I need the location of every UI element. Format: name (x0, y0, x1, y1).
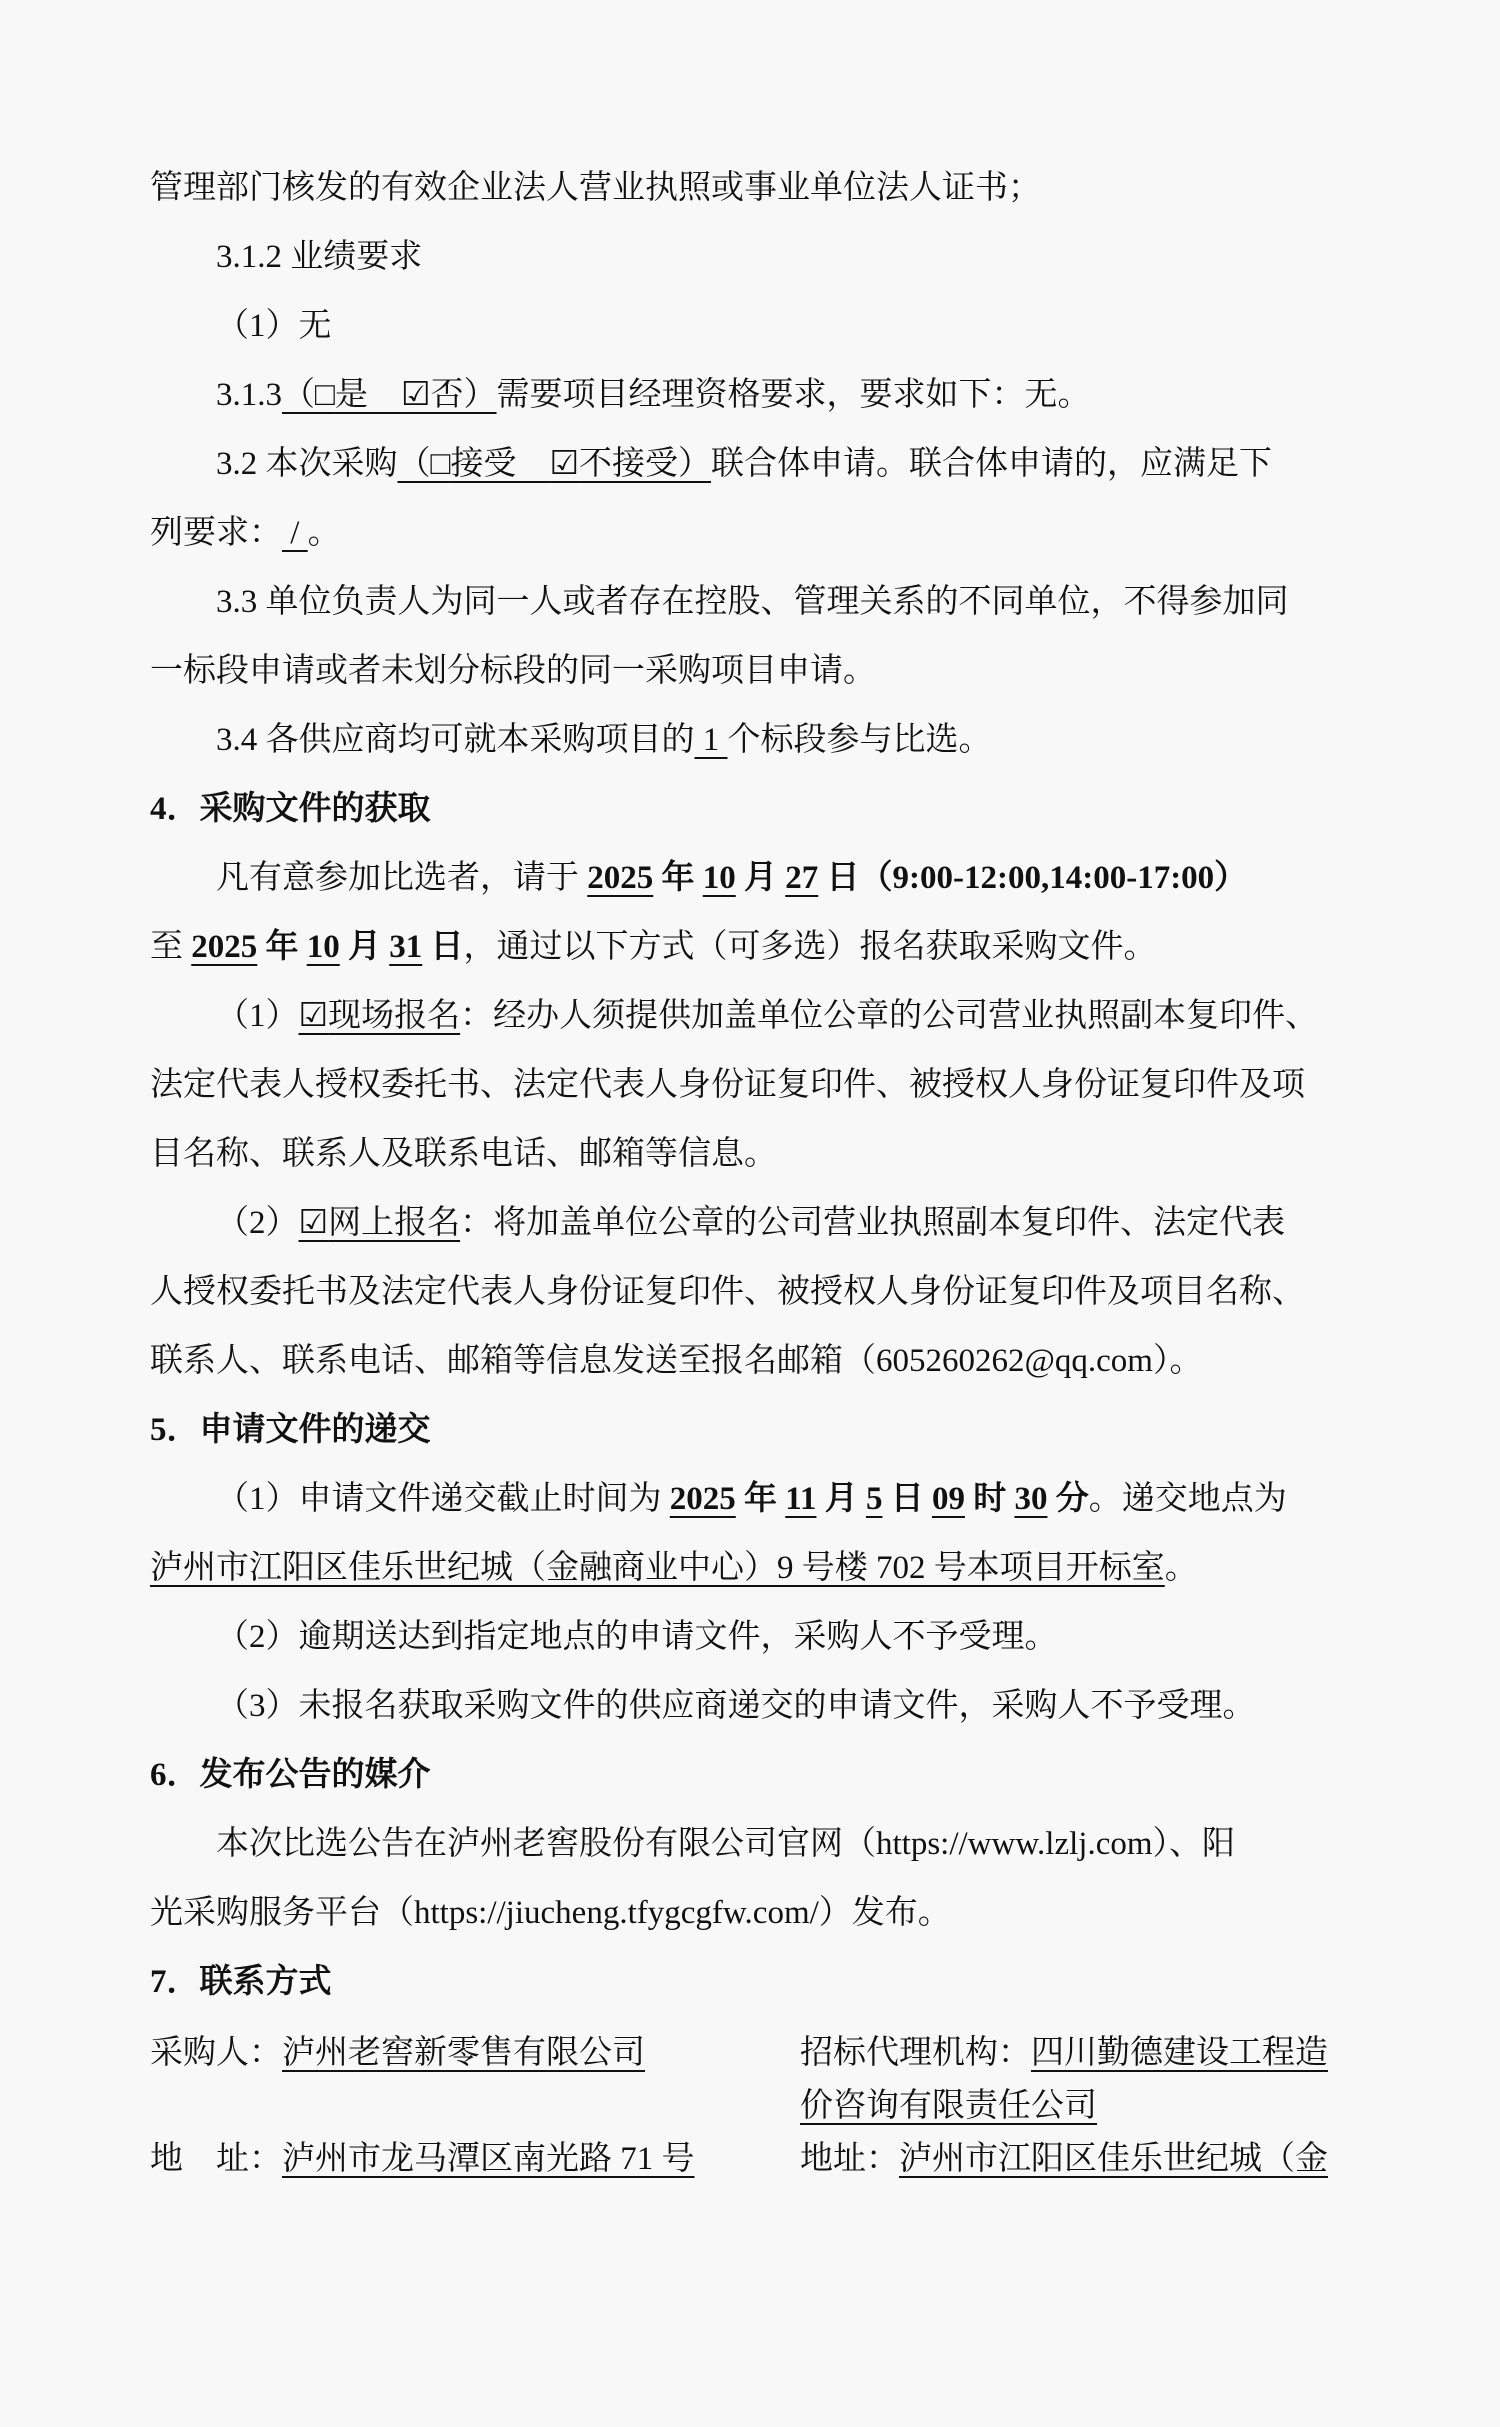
text-segment: 采购人： (150, 2035, 282, 2071)
text-line (150, 361, 1350, 430)
text-segment: 不接受） (579, 446, 712, 482)
text-segment: 时 (964, 1481, 1015, 1517)
agency-column (800, 2027, 1328, 2186)
text-segment: （2）逾期送达到指定地点的申请文件，采购人不予受理。 (216, 1619, 1058, 1655)
text-segment: 2025 (669, 1481, 736, 1517)
text-segment: 一标段申请或者未划分标段的同一采购项目申请。 (150, 653, 876, 689)
text-segment: （1）申请文件递交截止时间为 (216, 1481, 670, 1517)
text-segment: 月 (339, 929, 390, 965)
text-segment: 日 (422, 929, 464, 965)
text-line (150, 568, 1350, 637)
checked-checkbox-icon: ☑ (549, 446, 580, 482)
text-segment: 年 (653, 860, 703, 896)
text-segment: 凡有意参加比选者，请于 (216, 860, 588, 896)
text-segment: 09 (931, 1481, 965, 1517)
text-segment: 个标段参与比选。 (727, 722, 992, 758)
text-segment: 价咨询有限责任公司 (800, 2088, 1097, 2124)
text-segment: 泸州市江阳区佳乐世纪城（金 (899, 2141, 1328, 2177)
text-line (150, 913, 1350, 982)
text-line (150, 1603, 1350, 1672)
text-segment: （2） (216, 1205, 299, 1241)
text-line (150, 706, 1350, 775)
text-line (800, 2027, 1328, 2080)
unchecked-checkbox-icon: □ (315, 377, 335, 413)
text-segment: 招标代理机构： (800, 2035, 1031, 2071)
text-segment: ，通过以下方式（可多选）报名获取采购文件。 (463, 929, 1157, 965)
text-segment: 11 (785, 1481, 817, 1517)
text-line (150, 637, 1350, 706)
text-line (150, 1051, 1350, 1120)
text-segment: 1 (694, 722, 728, 758)
text-line (150, 1879, 1350, 1948)
text-segment: 光采购服务平台（https://jiucheng.tfygcgfw.com/）发布。 (150, 1895, 951, 1931)
text-line (150, 430, 1350, 499)
text-segment: 3.2 本次采购 (216, 446, 398, 482)
text-line (150, 2027, 800, 2080)
text-line (150, 982, 1350, 1051)
text-segment: （ (397, 446, 431, 482)
text-segment: 月 (735, 860, 786, 896)
text-segment: 需要项目经理资格要求，要求如下：无。 (496, 377, 1091, 413)
text-segment: 地址： (800, 2141, 899, 2177)
text-segment: 27 (785, 860, 819, 896)
text-segment: 人授权委托书及法定代表人身份证复印件、被授权人身份证复印件及项目名称、 (150, 1274, 1305, 1310)
text-line (150, 1258, 1350, 1327)
text-segment: ：将加盖单位公章的公司营业执照副本复印件、法定代表 (460, 1205, 1286, 1241)
text-segment: 5 (865, 1481, 883, 1517)
text-segment: 5．申请文件的递交 (150, 1412, 431, 1448)
text-segment: 泸州市江阳区佳乐世纪城（金融商业中心）9 号楼 702 号本项目开标室 (150, 1550, 1165, 1586)
text-line (150, 1120, 1350, 1189)
text-segment: 网上报名 (328, 1205, 461, 1241)
text-segment: 。递交地点为 (1088, 1481, 1287, 1517)
checked-checkbox-icon: ☑ (298, 998, 329, 1034)
text-line (150, 1672, 1350, 1741)
unchecked-checkbox-icon: □ (430, 446, 451, 482)
text-segment: 4．采购文件的获取 (150, 791, 431, 827)
text-line (800, 2080, 1328, 2133)
text-segment: （3）未报名获取采购文件的供应商递交的申请文件，采购人不予受理。 (216, 1688, 1256, 1724)
section-heading (150, 1948, 1350, 2017)
text-segment: 6．发布公告的媒介 (150, 1757, 431, 1793)
text-line (150, 2133, 800, 2186)
text-segment: 10 (702, 860, 736, 896)
contact-section (0, 2027, 1500, 2186)
text-line (150, 292, 1350, 361)
text-segment: （ (282, 377, 315, 413)
text-segment: 。 (307, 515, 341, 551)
text-segment: 接受 (450, 446, 550, 482)
text-segment: 目名称、联系人及联系电话、邮箱等信息。 (150, 1136, 777, 1172)
text-segment: 泸州市龙马潭区南光路 71 号 (282, 2141, 695, 2177)
text-segment: 法定代表人授权委托书、法定代表人身份证复印件、被授权人身份证复印件及项 (150, 1067, 1305, 1103)
text-segment: 日 (882, 1481, 932, 1517)
text-segment: ：经办人须提供加盖单位公章的公司营业执照副本复印件、 (460, 998, 1319, 1034)
text-line (150, 154, 1350, 223)
text-line (150, 1189, 1350, 1258)
text-line (150, 2080, 800, 2133)
text-segment: 。 (1164, 1550, 1198, 1586)
text-segment: 本次比选公告在泸州老窖股份有限公司官网（https://www.lzlj.com）、阳 (216, 1826, 1236, 1862)
text-segment: 年 (735, 1481, 786, 1517)
text-line (150, 1534, 1350, 1603)
text-segment: 2025 (191, 929, 258, 965)
text-line (800, 2133, 1328, 2186)
purchaser-column (150, 2027, 800, 2186)
text-segment: （1） (216, 998, 299, 1034)
text-segment: 现场报名 (328, 998, 461, 1034)
text-line (150, 1810, 1350, 1879)
text-segment: 联系人、联系电话、邮箱等信息发送至报名邮箱（605260262@qq.com）。 (150, 1343, 1203, 1379)
text-segment: 31 (389, 929, 423, 965)
text-segment: （1）无 (216, 308, 332, 344)
text-segment: 10 (306, 929, 340, 965)
text-segment: / (282, 515, 308, 551)
text-segment: 否） (430, 377, 497, 413)
text-line (150, 844, 1350, 913)
text-segment: 联合体申请。联合体申请的，应满足下 (711, 446, 1273, 482)
text-segment: 3.4 各供应商均可就本采购项目的 (216, 722, 695, 758)
text-segment: 四川勤德建设工程造 (1031, 2035, 1328, 2071)
text-segment: 分 (1047, 1481, 1089, 1517)
checked-checkbox-icon: ☑ (298, 1205, 329, 1241)
text-segment: 是 (334, 377, 401, 413)
checked-checkbox-icon: ☑ (400, 377, 431, 413)
text-segment: （9:00-12:00,14:00-17:00） (859, 860, 1248, 896)
text-line (150, 1465, 1350, 1534)
text-segment: 地 址： (150, 2141, 282, 2177)
text-segment: 3.1.2 业绩要求 (216, 239, 423, 275)
text-segment: 3.3 单位负责人为同一人或者存在控股、管理关系的不同单位，不得参加同 (216, 584, 1289, 620)
section-heading (150, 1741, 1350, 1810)
text-segment: 7．联系方式 (150, 1964, 332, 2000)
text-line (150, 499, 1350, 568)
text-line (150, 223, 1350, 292)
section-heading (150, 775, 1350, 844)
text-segment: 列要求： (150, 515, 282, 551)
section-heading (150, 1396, 1350, 1465)
text-segment: 30 (1014, 1481, 1048, 1517)
text-segment: 日 (818, 860, 860, 896)
text-segment: 2025 (587, 860, 654, 896)
text-line (150, 1327, 1350, 1396)
text-segment: 3.1.3 (216, 377, 282, 413)
text-segment: 月 (816, 1481, 866, 1517)
text-segment: 年 (257, 929, 307, 965)
text-segment: 泸州老窖新零售有限公司 (282, 2035, 645, 2071)
text-segment: 管理部门核发的有效企业法人营业执照或事业单位法人证书； (150, 170, 1041, 206)
text-segment: 至 (150, 929, 192, 965)
